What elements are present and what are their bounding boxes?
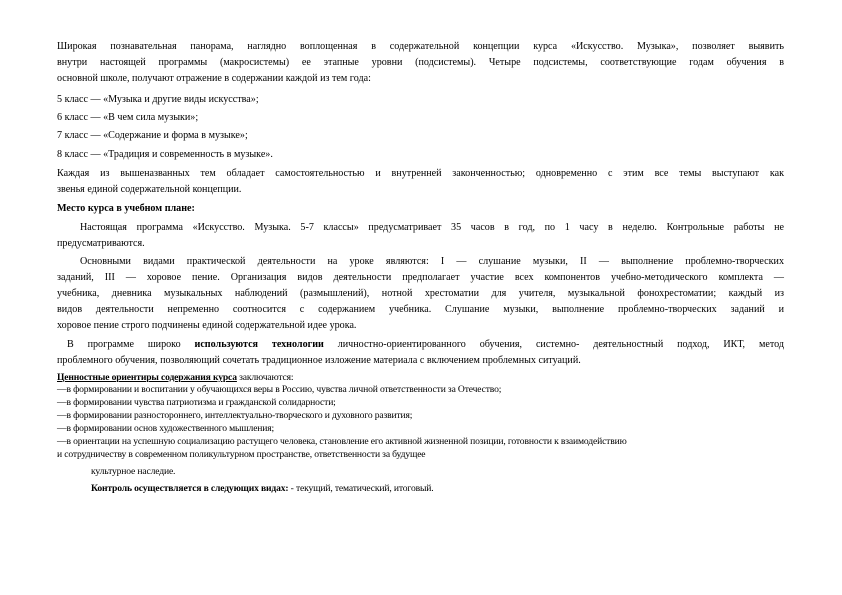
intro-line-2: внутри настоящей программы (макросистемы) ее этапные уровни (подсистемы). Четыре подсистемы, соответствующие годам обучения в <box>57 57 784 68</box>
tech-line-1 <box>67 339 784 351</box>
control-line <box>91 483 434 495</box>
themes-line-1: Каждая из вышеназванных тем обладает самостоятельностью и внутренней законченностью; одновременно с этим все темы выступают как <box>57 168 784 179</box>
grade-5-item: 5 класс — «Музыка и другие виды искусства»; <box>57 94 259 105</box>
grade-8-item: 8 класс — «Традиция и современность в музыке». <box>57 149 273 160</box>
activities-line-2: заданий, III — хоровое пение. Организация видов деятельности предполагает участие всех компонентов учебно-методического комплекта — <box>57 272 784 283</box>
program-line-1: Настоящая программа «Искусство. Музыка. 5-7 классы» предусматривает 35 часов в год, по 1 часу в неделю. Контрольные работы не <box>80 222 784 233</box>
grade-7-item: 7 класс — «Содержание и форма в музыке»; <box>57 130 248 141</box>
tech-prefix: В программе широко <box>67 339 195 350</box>
program-line-2: предусматриваются. <box>57 238 145 249</box>
tech-rest: личностно-ориентированного обучения, системно- деятельностный подход, ИКТ, метод <box>323 339 784 350</box>
control-bold: Контроль осуществляется в следующих видах: <box>91 483 289 494</box>
place-heading: Место курса в учебном плане: <box>57 203 195 214</box>
intro-line-3: основной школе, получают отражение в содержании каждой из тем года: <box>57 73 371 84</box>
values-heading <box>57 372 293 384</box>
tech-bold: используются технологии <box>194 339 324 350</box>
activities-line-5: хоровое пение строго подчинены единой содержательной идее урока. <box>57 320 357 331</box>
control-rest: - текущий, тематический, итоговый. <box>288 483 434 494</box>
activities-line-3: учебника, дневника музыкальных наблюдений (размышлений), нотной хрестоматии для учителя, музыкальной фонохрестоматии; каждый из <box>57 288 784 299</box>
grade-6-item: 6 класс — «В чем сила музыки»; <box>57 112 199 123</box>
values-item-2: —в формировании чувства патриотизма и гражданской солидарности; <box>57 397 336 408</box>
values-item-4: —в формировании основ художественного мышления; <box>57 423 275 434</box>
values-item-5: —в ориентации на успешную социализацию растущего человека, становление его активной жизненной позиции, готовности к взаимодействию <box>57 436 627 447</box>
values-heading-underlined: Ценностные ориентиры содержания курса <box>57 372 237 383</box>
themes-line-2: звенья единой содержательной концепции. <box>57 184 242 195</box>
values-item-3: —в формировании разностороннего, интеллектуально-творческого и духовного развития; <box>57 410 413 421</box>
values-heading-rest: заключаются: <box>236 372 294 383</box>
intro-line-1: Широкая познавательная панорама, наглядно воплощенная в содержательной концепции курса «Искусство. Музыка», позволяет выявить <box>57 41 784 52</box>
activities-line-1: Основными видами практической деятельности на уроке являются: I — слушание музыки, II — выполнение проблемно-творческих <box>80 256 784 267</box>
values-item-5-cont: и сотрудничеству в современном поликультурном пространстве, ответственности за будущее <box>57 449 426 460</box>
values-item-1: —в формировании и воспитании у обучающихся веры в Россию, чувства личной ответственности за Отечество; <box>57 384 502 395</box>
values-item-5-end: культурное наследие. <box>91 466 176 477</box>
activities-line-4: видов деятельности непременно соотносится с содержанием учебника. Слушание музыки, выполнение проблемно-творческих заданий и <box>57 304 784 315</box>
tech-line-2: проблемного обучения, позволяющий сочетать традиционное изложение материала с включением проблемных ситуаций. <box>57 355 581 366</box>
